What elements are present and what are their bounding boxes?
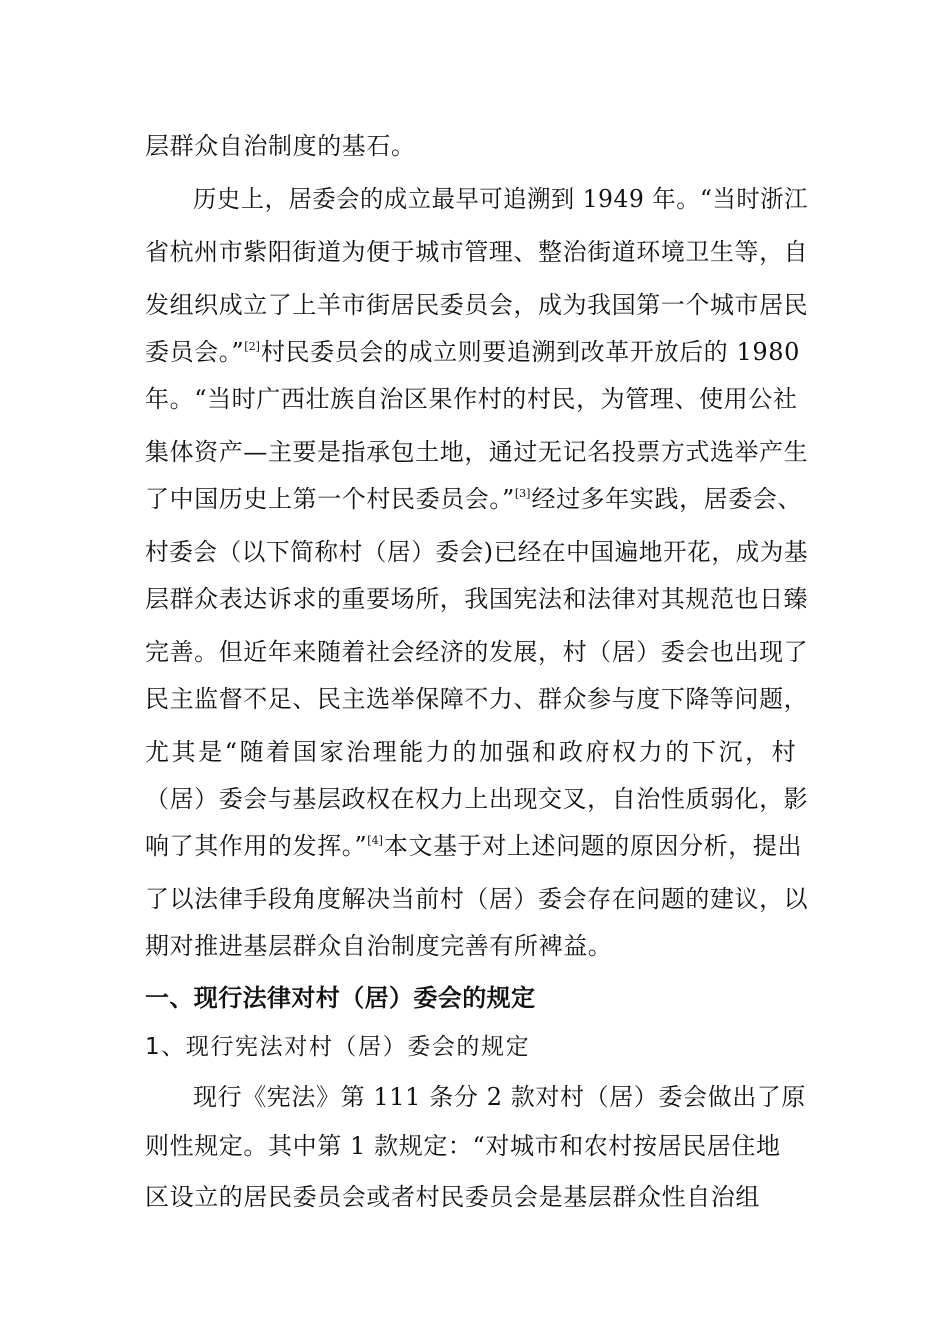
paragraph-line: 现行《宪法》第 111 条分 2 款对村（居）委会做出了原 — [193, 1083, 806, 1111]
citation-reference: [4] — [367, 834, 383, 847]
paragraph-line — [145, 484, 802, 519]
section-heading: 一、现行法律对村（居）委会的规定 — [145, 984, 536, 1012]
line-text: 了中国历史上第一个村民委员会。” — [145, 485, 515, 513]
paragraph-line: 民主监督不足、民主选举保障不力、群众参与度下降等问题， — [145, 685, 809, 713]
paragraph-line: 发组织成立了上羊市街居民委员会，成为我国第一个城市居民 — [145, 291, 809, 319]
line-text: 经过多年实践，居委会、 — [531, 485, 803, 513]
paragraph-line: （居）委会与基层政权在权力上出现交叉，自治性质弱化，影 — [145, 785, 809, 813]
paragraph-line: 期对推进基层群众自治制度完善有所裨益。 — [145, 932, 613, 960]
paragraph-line: 区设立的居民委员会或者村民委员会是基层群众性自治组 — [145, 1183, 760, 1211]
citation-reference: [3] — [514, 487, 531, 500]
paragraph-line: 则性规定。其中第 1 款规定：“对城市和农村按居民居住地 — [145, 1132, 781, 1160]
paragraph-line: 年。“当时广西壮族自治区果作村的村民，为管理、使用公社 — [145, 385, 798, 413]
paragraph-line: 尤其是“随着国家治理能力的加强和政府权力的下沉，村 — [145, 738, 799, 766]
paragraph-line: 层群众自治制度的基石。 — [145, 132, 416, 160]
paragraph-line: 集体资产—主要是指承包土地，通过无记名投票方式选举产生 — [145, 438, 809, 466]
subsection-heading: 1、现行宪法对村（居）委会的规定 — [145, 1034, 531, 1060]
paragraph-line — [145, 337, 800, 372]
paragraph-line: 历史上，居委会的成立最早可追溯到 1949 年。“当时浙江 — [193, 185, 808, 213]
paragraph-line: 省杭州市紫阳街道为便于城市管理、整治街道环境卫生等，自 — [145, 238, 809, 266]
line-text: 响了其作用的发挥。” — [145, 832, 368, 860]
paragraph-line: 村委会（以下简称村（居）委会)已经在中国遍地开花，成为基 — [145, 538, 809, 566]
line-text: 委员会。” — [145, 338, 245, 366]
line-text: 本文基于对上述问题的原因分析，提出 — [383, 832, 803, 860]
citation-reference: [2] — [244, 340, 260, 353]
paragraph-line: 完善。但近年来随着社会经济的发展，村（居）委会也出现了 — [145, 638, 809, 666]
paragraph-line: 了以法律手段角度解决当前村（居）委会存在问题的建议，以 — [145, 885, 809, 913]
paragraph-line: 层群众表达诉求的重要场所，我国宪法和法律对其规范也日臻 — [145, 585, 809, 613]
paragraph-line — [145, 831, 802, 866]
line-text: 村民委员会的成立则要追溯到改革开放后的 1980 — [260, 338, 800, 366]
